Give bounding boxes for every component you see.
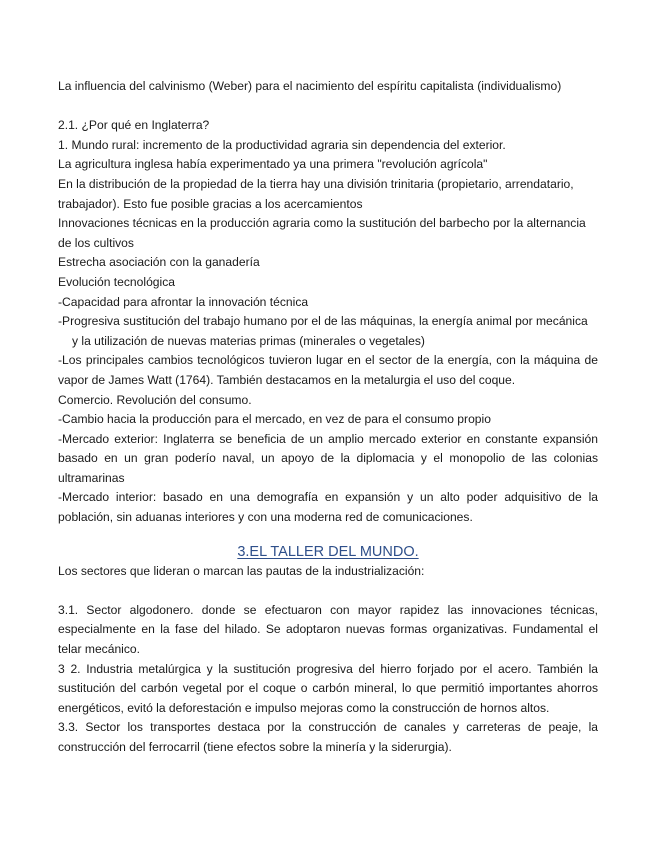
section-3-heading: 3.EL TALLER DEL MUNDO. (237, 543, 419, 560)
section-2-1-title: 2.1. ¿Por qué en Inglaterra? (58, 118, 210, 133)
paragraph: Evolución tecnológica (58, 274, 175, 289)
paragraph: Innovaciones técnicas en la producción agraria como la sustitución del barbecho por la alternancia de los cultivos (58, 216, 586, 250)
paragraph: En la distribución de la propiedad de la tierra hay una división trinitaria (propietario, arrendatario, trabajador). Esto fue posible gracias a los acercamientos (58, 176, 574, 211)
paragraph: La agricultura inglesa había experimentado ya una primera "revolución agrícola" (58, 157, 488, 172)
section-3-subtitle: Los sectores que lideran o marcan las pautas de la industrialización: (58, 563, 425, 578)
bullet-line: -Capacidad para afrontar la innovación técnica (58, 294, 309, 309)
bullet-line: -Mercado exterior: Inglaterra se beneficia de un amplio mercado exterior en constante expansión basado en un gran poderío naval, un apoyo de la diplomacia y el monopolio de las colonias ultramarinas (58, 431, 598, 485)
paragraph: Estrecha asociación con la ganadería (58, 255, 260, 270)
paragraph: Comercio. Revolución del consumo. (58, 392, 252, 407)
section-3-item: 3.3. Sector los transportes destaca por la construcción de canales y carreteras de peaje, la construcción del ferrocarril (tiene efectos sobre la minería y la siderurgia). (58, 720, 598, 754)
paragraph: 1. Mundo rural: incremento de la productividad agraria sin dependencia del exterior. (58, 137, 506, 152)
spacer (58, 581, 598, 601)
bullet-line: -Los principales cambios tecnológicos tuvieron lugar en el sector de la energía, con la máquina de vapor de James Watt (1764). También destacamos en la metalurgia el uso del coque. (58, 353, 598, 387)
intro-line: La influencia del calvinismo (Weber) para el nacimiento del espíritu capitalista (individualismo) (58, 79, 562, 93)
section-3-item: 3 2. Industria metalúrgica y la sustitución progresiva del hierro forjado por el acero. También la sustitución del carbón vegetal por el coque o carbón mineral, lo que permitió importantes ahorros energéticos, evitó la deforestación e impulso mejoras como la construcción de hornos altos. (58, 661, 598, 715)
bullet-line: -Progresiva sustitución del trabajo humano por el de las máquinas, la energía animal por mecánica (58, 314, 588, 329)
section-3-item: 3.1. Sector algodonero. donde se efectuaron con mayor rapidez las innovaciones técnicas, especialmente en la fase del hilado. Se adoptaron nuevas formas organizativas. Fundamental el telar mecánico. (58, 602, 598, 657)
spacer (58, 97, 598, 117)
bullet-continuation: y la utilización de nuevas materias primas (minerales o vegetales) (72, 333, 425, 348)
bullet-line: -Cambio hacia la producción para el mercado, en vez de para el consumo propio (58, 412, 491, 427)
bullet-line: -Mercado interior: basado en una demografía en expansión y un alto poder adquisitivo de la población, sin aduanas interiores y con una moderna red de comunicaciones. (58, 490, 598, 525)
